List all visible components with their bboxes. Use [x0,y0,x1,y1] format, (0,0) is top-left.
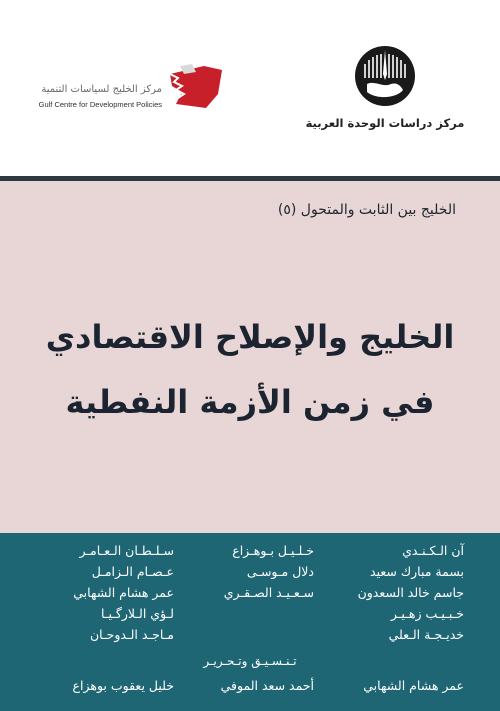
caus-logo [305,44,465,144]
author-name: سـلـطـان الـعـامـر [79,543,174,558]
editor-name: خليل يعقوب بوهزاع [72,678,174,693]
author-name: خـلـيـل بـوهـزاع [232,543,314,558]
editor-name: أحمد سعد الموفي [220,678,314,693]
author-name: خديـجـة الـعلي [388,627,464,642]
authors-column-2 [224,543,314,606]
author-name: لـؤي الـلارگـيـا [101,606,174,621]
authors-column-1 [358,543,464,648]
title-band [0,181,500,533]
author-name: آن الـكـنـدي [402,543,464,558]
author-name: عـصـام الـزامـل [91,564,174,579]
caus-emblem-icon [353,44,417,108]
editor-name: عمر هشام الشهابي [363,678,464,693]
gulf-centre-name-en: Gulf Centre for Development Policies [38,100,162,109]
series-label: الخليج بين الثابت والمتحول (٥) [277,202,456,218]
gulf-centre-name-ar: مركز الخليج لسياسات التنمية [41,84,162,95]
author-name: جاسم خالد السعدون [357,585,464,600]
caus-name-ar: مركز دراسات الوحدة العربية [305,116,465,130]
book-title-line-2: في زمن الأزمة النفطية [65,383,435,421]
book-title-line-1: الخليج والإصلاح الاقتصادي [45,318,455,356]
author-name: خـبـيـب زهـيـر [390,606,464,621]
editors-list [38,678,464,700]
author-name: سـعـيـد الصـقـري [223,585,314,600]
gulf-flag-icon [166,64,226,112]
authors-list [38,543,464,643]
author-name: مـاجـد الـدوحـان [89,627,174,642]
editing-label: تـنـسـيـق وتـحـريـر [203,654,297,668]
publisher-band [0,0,500,176]
author-name: عمر هشام الشهابي [73,585,174,600]
gulf-centre-logo [40,58,230,118]
author-name: بسمة مبارك سعيد [370,564,464,579]
authors-column-3 [73,543,174,648]
author-name: دلال مـوسـى [246,564,314,579]
